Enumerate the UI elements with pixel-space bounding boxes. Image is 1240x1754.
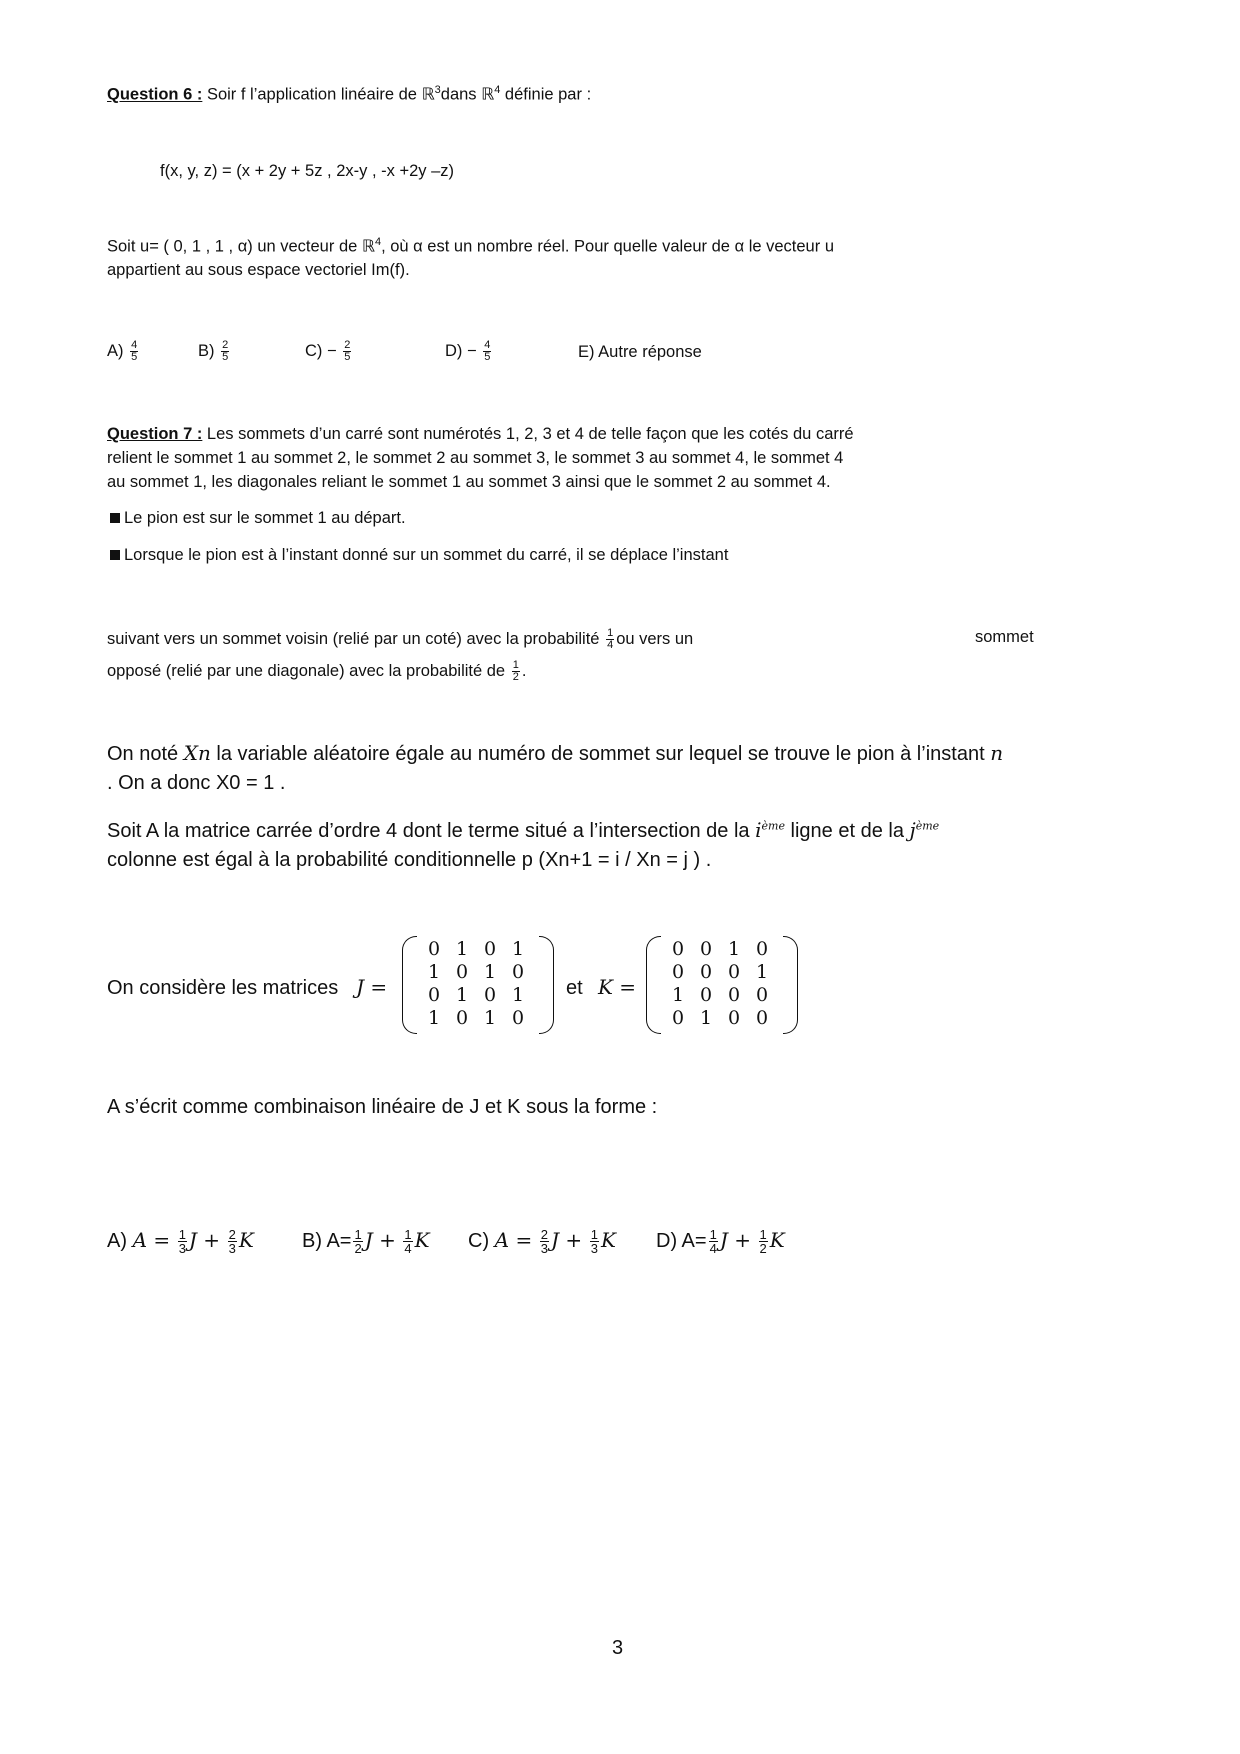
matrix-k-cell: 0 [699,961,713,983]
matrix-j-cell: 0 [511,961,525,983]
matrix-k-label: K = [598,975,637,999]
q7-option-b [302,1228,430,1255]
q6-label: Question 6 : [107,85,203,104]
q6-answer-e: E) Autre réponse [578,343,702,361]
right-paren [539,936,554,1034]
matrix-j-cell: 1 [427,961,441,983]
matrix-def-i-exp: ème [761,819,785,833]
matrix-j-cell: 0 [483,938,497,960]
p-neighbour-num: 1 [607,627,614,639]
matrix-k-cell: 1 [699,1007,713,1029]
bullet-2-text: Lorsque le pion est à l’instant donné sur un sommet du carré, il se déplace l’instant [124,546,729,564]
option-b-f2-num: 1 [404,1227,412,1243]
q6-answer-d [445,340,493,363]
option-b-f1-num: 1 [354,1227,362,1243]
matrix-j-cell: 0 [455,961,469,983]
matrix-j-cell: 1 [427,1007,441,1029]
q7-label: Question 7 : [107,425,203,443]
answer-a-den: 5 [131,351,138,363]
continuation-text-b: ou vers un [616,629,694,648]
option-b-label: B) A= [302,1230,352,1252]
q6-intro-text: Soir f l’application linéaire de [206,85,422,104]
matrix-j-cell: 1 [455,938,469,960]
matrix-et: et [566,977,583,999]
answer-b-num: 2 [222,339,229,351]
option-d-f2-den: 2 [759,1241,767,1257]
answer-d-den: 5 [484,351,491,363]
r4-exponent: 4 [494,84,501,96]
matrix-k-cell: 0 [755,1007,769,1029]
matrix-k-cell: 0 [727,984,741,1006]
answer-c-num: 2 [344,339,351,351]
matrix-k-cell: 0 [755,984,769,1006]
matrix-j-cell: 0 [511,1007,525,1029]
q6-vector-line [107,236,1107,257]
option-a-end: K [238,1228,254,1252]
q7-matrix-definition [107,818,1137,843]
continuation-2-text: opposé (relié par une diagonale) avec la probabilité de [107,661,510,680]
matrix-def-j-exp: ème [915,819,940,833]
option-d-label: D) A= [656,1230,707,1252]
matrix-def-j: j [909,818,916,842]
option-c-label: C) [468,1230,495,1252]
matrix-k-cell: 0 [755,938,769,960]
right-paren [783,936,798,1034]
answer-d-num: 4 [484,339,491,351]
matrix-k-cell: 0 [671,961,685,983]
r3-symbol: ℝ [421,85,435,104]
matrix-j-cell: 1 [455,984,469,1006]
left-paren [402,936,417,1034]
q7-bullet-2 [110,546,728,565]
p-opposite-num: 1 [512,659,519,671]
answer-a-num: 4 [131,339,138,351]
matrix-k-cell: 0 [671,1007,685,1029]
option-b-end: K [414,1228,430,1252]
q6-intro-text-c: définie par : [500,85,592,104]
matrix-def-i: i [755,818,762,842]
option-a-eq: A = [132,1228,171,1252]
q7-continuation [107,628,1057,651]
matrix-j-cell: 1 [511,938,525,960]
left-paren [646,936,661,1034]
answer-c-den: 5 [344,351,351,363]
matrix-k-cell: 0 [727,1007,741,1029]
matrix-k-cell: 1 [671,984,685,1006]
page-number: 3 [612,1637,624,1659]
q7-option-d [656,1228,785,1255]
q7-x0: . On a donc X0 = 1 . [107,772,286,794]
q7-line1: Les sommets d’un carré sont numérotés 1, 2, 3 et 4 de telle façon que les cotés du carré [202,425,854,443]
p-neighbour-den: 4 [607,639,614,651]
q6-vector-line2: appartient au sous espace vectoriel Im(f). [107,261,410,279]
q7-option-a [107,1228,254,1255]
continuation-2-end: . [521,661,527,680]
option-a-label: A) [107,1230,133,1252]
matrix-def-text-a: Soit A la matrice carrée d’ordre 4 dont le terme situé a l’intersection de la [107,820,756,842]
option-c-f1-den: 3 [540,1241,549,1257]
option-b-f2-den: 4 [404,1241,412,1257]
r4-exponent-2: 4 [374,236,382,248]
option-c-eq: A = [494,1228,533,1252]
answer-c-label: C) − [305,341,337,360]
matrix-j-cell: 0 [483,984,497,1006]
continuation-text-c: sommet [975,628,1034,646]
option-b-f1-den: 2 [354,1241,362,1257]
q6-intro-text-b: dans [440,85,482,104]
xn-text-a: On noté [107,743,184,765]
q6-vector-text: Soit u= ( 0, 1 , 1 , α) un vecteur de ℝ [107,237,375,256]
q7-continuation-2 [107,660,526,683]
q7-statement [107,422,1117,494]
r4-symbol: ℝ [481,85,495,104]
matrix-j [402,936,554,1032]
answer-d-label: D) − [445,341,477,360]
q7-xn-definition [107,741,1127,766]
option-d-mid: J + [719,1228,751,1252]
xn-n: n [990,741,1004,765]
p-opposite-den: 2 [512,671,519,683]
option-a-f2-num: 2 [228,1227,236,1243]
q6-formula: f(x, y, z) = (x + 2y + 5z , 2x-y , -x +2y –z) [160,162,455,180]
option-d-f1-num: 1 [709,1227,717,1243]
option-c-f1-num: 2 [540,1227,549,1243]
matrix-k-cell: 0 [671,938,685,960]
matrix-k-cell: 1 [755,961,769,983]
matrix-j-cell: 1 [511,984,525,1006]
option-d-end: K [769,1228,785,1252]
matrix-j-label: J = [356,975,388,999]
r3-exponent: 3 [434,84,441,96]
matrix-k-cell: 1 [727,938,741,960]
option-c-end: K [600,1228,616,1252]
answer-b-label: B) [198,341,215,360]
matrix-j-grid [420,938,532,1030]
combination-prompt: A s’écrit comme combinaison linéaire de J et K sous la forme : [107,1096,658,1118]
q7-matrix-definition-2: colonne est égal à la probabilité conditionnelle p (Xn+1 = i / Xn = j ) . [107,849,712,871]
answer-b-den: 5 [222,351,229,363]
q6-vector-text-b: , où α est un nombre réel. Pour quelle valeur de α le vecteur u [381,237,834,256]
q6-answer-a [107,340,140,363]
option-c-f2-den: 3 [590,1241,598,1257]
q6-intro [107,84,591,105]
option-a-mid: J + [188,1228,221,1252]
matrix-k-cell: 0 [727,961,741,983]
option-d-f2-num: 1 [759,1227,767,1243]
matrix-j-cell: 0 [427,984,441,1006]
bullet-square-icon [110,513,120,523]
q6-answer-b [198,340,231,363]
q7-line2: relient le sommet 1 au sommet 2, le sommet 2 au sommet 3, le sommet 3 au sommet 4, le sommet 4 [107,449,844,467]
option-b-mid: J + [364,1228,396,1252]
xn-text-b: la variable aléatoire égale au numéro de sommet sur lequel se trouve le pion à l’instant [210,743,991,765]
matrix-k-cell: 0 [699,938,713,960]
bullet-1-text: Le pion est sur le sommet 1 au départ. [124,509,406,527]
q6-answer-c [305,340,353,363]
option-c-f2-num: 1 [590,1227,598,1243]
continuation-text: suivant vers un sommet voisin (relié par un coté) avec la probabilité [107,629,605,648]
xn-variable: Xn [183,741,211,765]
bullet-square-icon [110,550,120,560]
matrix-j-cell: 0 [455,1007,469,1029]
matrix-k-grid [664,938,776,1030]
option-a-f1-den: 3 [178,1241,186,1257]
matrix-j-cell: 1 [483,1007,497,1029]
option-a-f1-num: 1 [178,1227,186,1243]
option-a-f2-den: 3 [228,1241,236,1257]
matrix-def-text-b: ligne et de la [784,820,910,842]
matrix-k [646,936,798,1032]
matrix-j-cell: 1 [483,961,497,983]
q7-option-c [468,1228,616,1255]
matrices-intro: On considère les matrices [107,977,339,999]
answer-a-label: A) [107,341,124,360]
q7-line3: au sommet 1, les diagonales reliant le sommet 1 au sommet 3 ainsi que le sommet 2 au sommet 4. [107,473,831,491]
option-c-mid: J + [551,1228,583,1252]
matrix-k-cell: 0 [699,984,713,1006]
option-d-f1-den: 4 [709,1241,717,1257]
q7-bullet-1 [110,509,406,528]
matrix-j-cell: 0 [427,938,441,960]
